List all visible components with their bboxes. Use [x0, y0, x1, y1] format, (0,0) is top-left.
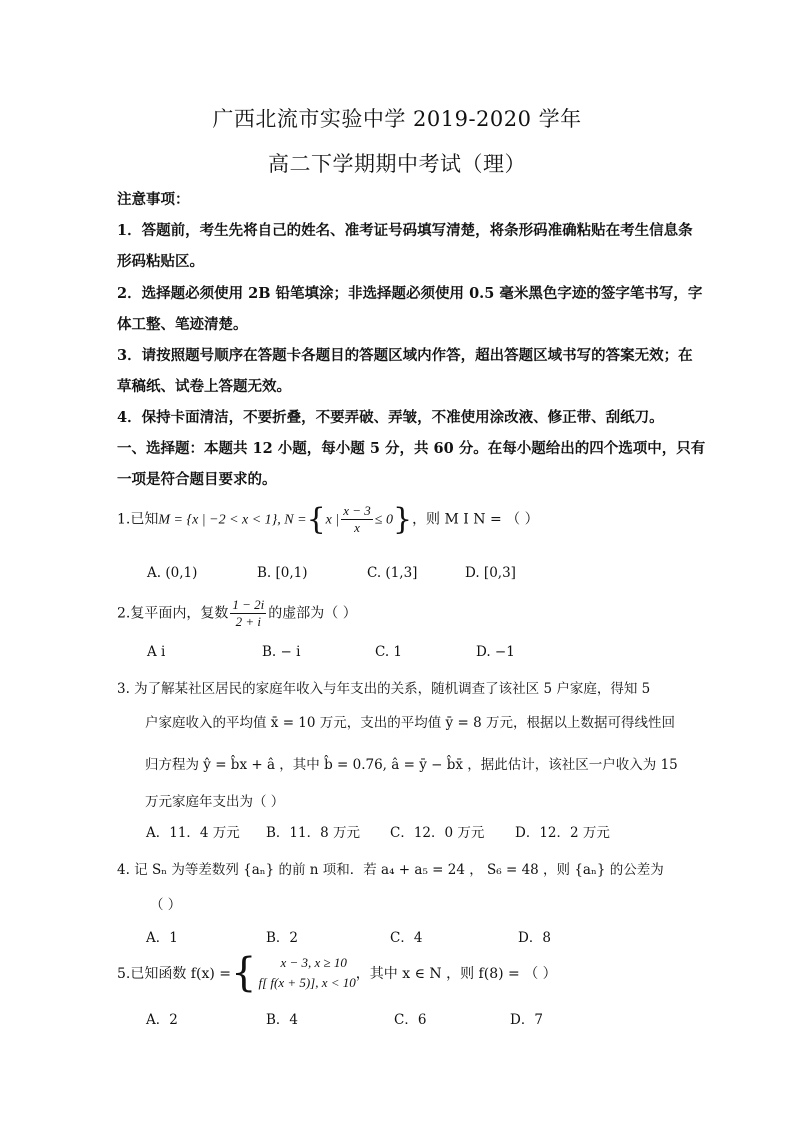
q3-option-c: C．12．0 万元: [390, 825, 485, 841]
section-heading-a: 一、选择题：本题共 12 小题，每小题 5 分，共 60 分。在每小题给出的四个选项中，只有: [117, 440, 706, 457]
q4-option-c: C．4: [390, 930, 423, 946]
q5-case-2: f[ f(x + 5)], x < 10: [258, 975, 356, 990]
q1-suffix: ，则 M I N = （ ）: [412, 511, 539, 528]
exam-title-line1: 广西北流市实验中学 2019-2020 学年: [212, 107, 582, 131]
q2-option-c: C. 1: [375, 644, 403, 660]
q5-prefix: 5.已知函数 f(x) =: [117, 966, 231, 982]
question-5: [117, 950, 677, 996]
q2-denominator: 2 + i: [235, 614, 261, 629]
question-3-line1: 3. 为了解某社区居民的家庭年收入与年支出的关系，随机调查了该社区 5 户家庭，得知 5: [117, 681, 651, 697]
note-3a: 3．请按照题号顺序在答题卡各题目的答题区域内作答，超出答题区域书写的答案无效；在: [117, 347, 693, 364]
q3-option-d: D．12．2 万元: [515, 825, 610, 841]
q5-option-a: A．2: [146, 1012, 178, 1028]
q3-option-a: A．11．4 万元: [146, 825, 240, 841]
q5-suffix: ，其中 x ∈ N ，则 f(8) = （ ）: [355, 966, 557, 982]
right-brace-icon: }: [392, 502, 413, 537]
question-2: [117, 597, 677, 630]
q4-option-a: A．1: [146, 930, 178, 946]
q4-option-d: D．8: [518, 930, 551, 946]
q1-set-n-pre: x |: [325, 512, 340, 528]
q2-option-b: B. − i: [262, 644, 301, 660]
q2-option-d: D. −1: [476, 644, 515, 660]
left-brace-icon: {: [306, 502, 326, 537]
q5-option-c: C．6: [394, 1012, 427, 1028]
q5-option-d: D．7: [510, 1012, 543, 1028]
q2-prefix: 2.复平面内，复数: [117, 605, 229, 622]
q1-denominator: x: [354, 520, 360, 535]
left-brace-icon: {: [231, 950, 257, 996]
question-4-line1: 4. 记 Sₙ 为等差数列 {aₙ} 的前 n 项和．若 a₄ + a₅ = 24 ， S₆ = 48 ，则 {aₙ} 的公差为: [117, 862, 664, 878]
q1-fraction: [341, 503, 373, 536]
note-4: 4．保持卡面清洁，不要折叠，不要弄破、弄皱，不准使用涂改液、修正带、刮纸刀。: [117, 409, 664, 426]
note-2b: 体工整、笔迹清楚。: [117, 316, 248, 333]
q2-suffix: 的虚部为（ ）: [268, 605, 357, 622]
note-1b: 形码粘贴区。: [117, 253, 204, 270]
q5-expression: [117, 950, 557, 996]
q1-option-b: B. [0,1): [257, 565, 308, 581]
question-3-line2: 户家庭收入的平均值 x̄ = 10 万元，支出的平均值 ȳ = 8 万元，根据以上数据可得线性回: [145, 715, 675, 731]
q1-option-c: C. (1,3]: [367, 565, 418, 581]
question-3-line3: 归方程为 ŷ = b̂x + â ，其中 b̂ = 0.76, â = ȳ − b̂x̄ ，据此估计，该社区一户收入为 15: [145, 757, 678, 773]
q1-set-n-post: ≤ 0: [374, 512, 393, 528]
section-heading-b: 一项是符合题目要求的。: [117, 471, 277, 488]
q2-fraction: [230, 597, 266, 630]
q1-prefix: 1.已知: [117, 511, 159, 528]
question-4-line2: （ ）: [150, 897, 182, 913]
note-1a: 1．答题前，考生先将自己的姓名、准考证号码填写清楚，将条形码准确粘贴在考生信息条: [117, 222, 693, 239]
q4-option-b: B．2: [266, 930, 299, 946]
q1-option-a: A. (0,1): [147, 565, 198, 581]
q3-option-b: B．11．8 万元: [266, 825, 360, 841]
question-1: [117, 502, 677, 537]
q5-case-1: x − 3, x ≥ 10: [280, 955, 347, 970]
q1-option-d: D. [0,3]: [465, 565, 516, 581]
q5-option-b: B．4: [266, 1012, 299, 1028]
exam-title-line2: 高二下学期期中考试（理）: [268, 152, 526, 176]
question-3-line4: 万元家庭年支出为（ ）: [145, 794, 285, 810]
note-3b: 草稿纸、试卷上答题无效。: [117, 378, 291, 395]
q1-set-m: M = {x | −2 < x < 1}, N =: [158, 512, 307, 528]
note-2a: 2．选择题必须使用 2B 铅笔填涂；非选择题必须使用 0.5 毫米黑色字迹的签字笔书写，字: [117, 285, 703, 302]
q1-numerator: x − 3: [343, 503, 371, 518]
notes-heading: 注意事项：: [117, 191, 190, 208]
q2-numerator: 1 − 2i: [232, 597, 265, 612]
q5-cases: [258, 953, 355, 993]
q2-option-a: A i: [147, 644, 166, 660]
